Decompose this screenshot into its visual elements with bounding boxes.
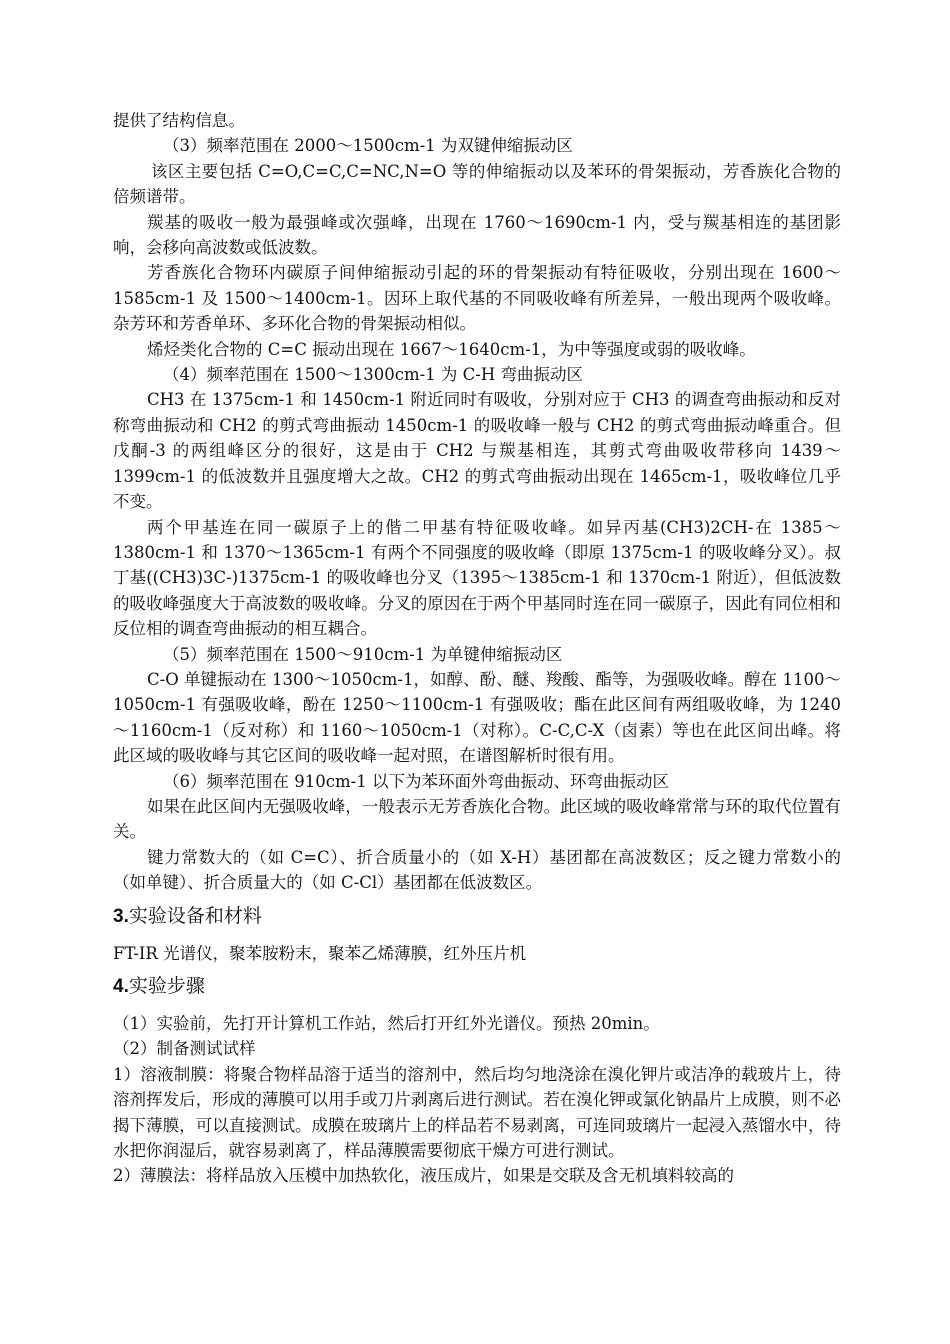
paragraph: 羰基的吸收一般为最强峰或次强峰，出现在 1760～1690cm-1 内，受与羰基相连的基团影响，会移向高波数或低波数。 [113,212,841,258]
equipment-list: FT-IR 光谱仪，聚苯胺粉末，聚苯乙烯薄膜，红外压片机 [113,943,527,963]
paragraph: （1）实验前，先打开计算机工作站，然后打开红外光谱仪。预热 20min。 [113,1014,660,1033]
section-number: 3. [113,905,129,927]
paragraph: 两个甲基连在同一碳原子上的偕二甲基有特征吸收峰。如异丙基(CH3)2CH-在 1385～1380cm-1 和 1370～1365cm-1 有两个不同强度的吸收峰（即原 1375cm-1 的吸收峰分叉）。叔丁基((CH3)3C-)1375cm-1 的吸收峰也分叉（1395～1385cm-1 和 1370cm-1 附近），但低波数的吸收峰强度大于高波数的吸收峰。分叉的原因在于两个甲基同时连在同一碳原子，因此有同位相和反位相的调查弯曲振动的相互耦合。 [113,517,841,639]
paragraph: （3）频率范围在 2000～1500cm-1 为双键伸缩振动区 [163,136,573,156]
section-title: 实验设备和材料 [128,904,262,927]
paragraph: 如果在此区间内无强吸收峰，一般表示无芳香族化合物。此区域的吸收峰常常与环的取代位置有关。 [113,796,841,842]
paragraph: （5）频率范围在 1500～910cm-1 为单键伸缩振动区 [163,644,563,664]
paragraph: （6）频率范围在 910cm-1 以下为苯环面外弯曲振动、环弯曲振动区 [163,771,669,791]
paragraph: （2）制备测试试样 [113,1039,256,1059]
paragraph: 1）溶液制膜：将聚合物样品溶于适当的溶剂中，然后均匀地浇涂在溴化钾片或洁净的载玻片上，待溶剂挥发后，形成的薄膜可以用手或刀片剥离后进行测试。若在溴化钾或氯化钠晶片上成膜，则不必揭下薄膜，可以直接测试。成膜在玻璃片上的样品若不易剥离，可连同玻璃片一起浸入蒸馏水中，待水把你润湿后，就容易剥离了，样品薄膜需要彻底干燥方可进行测试。 [113,1064,841,1161]
body-text-part1 [113,108,841,896]
section-heading-equipment [113,902,841,931]
body-text-part2 [113,1011,841,1189]
document-page [113,108,841,1189]
paragraph: 键力常数大的（如 C=C）、折合质量小的（如 X-H）基团都在高波数区；反之键力常数小的（如单键）、折合质量大的（如 C-Cl）基团都在低波数区。 [113,847,841,893]
section-number: 4. [113,976,129,997]
paragraph: 该区主要包括 C=O,C=C,C=NC,N=O 等的伸缩振动以及苯环的骨架振动，芳香族化合物的倍频谱带。 [113,161,841,207]
section-title: 实验步骤 [128,975,205,997]
paragraph: 2）薄膜法：将样品放入压模中加热软化，液压成片，如果是交联及含无机填料较高的 [113,1166,734,1186]
paragraph: 芳香族化合物环内碳原子间伸缩振动引起的环的骨架振动有特征吸收，分别出现在 1600～1585cm-1 及 1500～1400cm-1。因环上取代基的不同吸收峰有所差异，一般出现两个吸收峰。杂芳环和芳香单环、多环化合物的骨架振动相似。 [113,263,841,334]
section-heading-procedure [113,972,841,1001]
paragraph: （4）频率范围在 1500～1300cm-1 为 C-H 弯曲振动区 [163,365,584,385]
paragraph: C-O 单键振动在 1300～1050cm-1，如醇、酚、醚、羧酸、酯等，为强吸收峰。醇在 1100～1050cm-1 有强吸收峰，酚在 1250～1100cm-1 有强吸收；酯在此区间有两组吸收峰，为 1240～1160cm-1（反对称）和 1160～1050cm-1（对称）。C-C,C-X（卤素）等也在此区间出峰。将此区域的吸收峰与其它区间的吸收峰一起对照，在谱图解析时很有用。 [113,669,841,766]
paragraph: 烯烃类化合物的 C=C 振动出现在 1667～1640cm-1，为中等强度或弱的吸收峰。 [147,339,756,359]
paragraph: 提供了结构信息。 [113,111,245,130]
paragraph: CH3 在 1375cm-1 和 1450cm-1 附近同时有吸收，分别对应于 CH3 的调查弯曲振动和反对称弯曲振动和 CH2 的剪式弯曲振动 1450cm-1 的吸收峰一般与 CH2 的剪式弯曲振动峰重合。但戊酮-3 的两组峰区分的很好，这是由于 CH2 与羰基相连，其剪式弯曲吸收带移向 1439～1399cm-1 的低波数并且强度增大之故。CH2 的剪式弯曲振动出现在 1465cm-1，吸收峰位几乎不变。 [113,390,841,512]
